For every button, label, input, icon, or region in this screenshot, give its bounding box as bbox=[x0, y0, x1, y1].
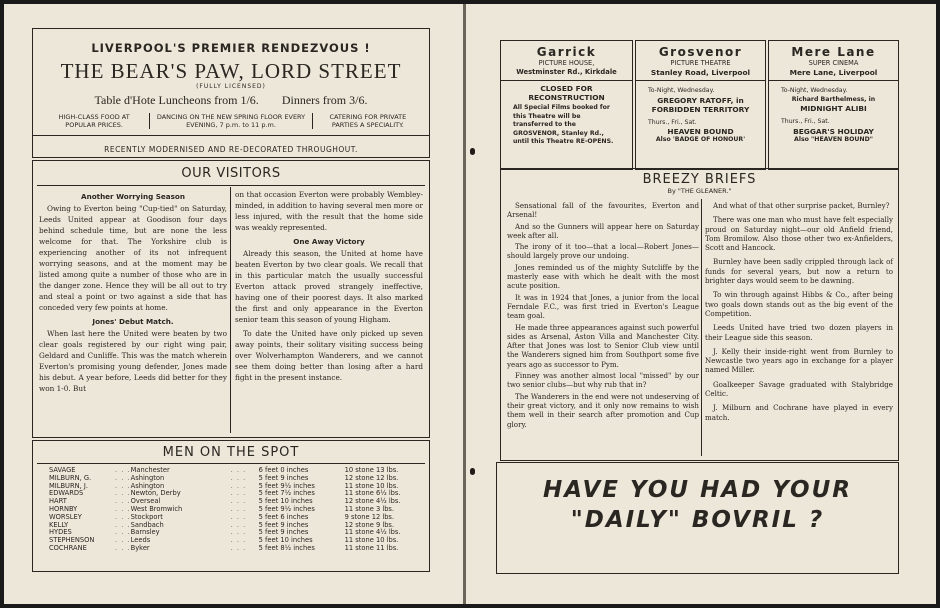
ad-feature-dancing: DANCING ON THE NEW SPRING FLOOR EVERY EVENING, 7 p.m. to 11 p.m. bbox=[149, 113, 311, 129]
player-town: Ashington bbox=[130, 473, 165, 482]
visitors-title: OUR VISITORS bbox=[181, 166, 281, 181]
paragraph: Already this season, the United at home have beaten Everton by two clear goals. We recall that in this particular match the usually successful Everton attack proved strangely ineffective, having one of their poorest days. It also marked the first and only appearance in the Everton senior team this season of young Higham. bbox=[235, 249, 423, 324]
column-divider bbox=[701, 199, 702, 456]
men-on-the-spot-section bbox=[32, 440, 430, 572]
subheading: One Away Victory bbox=[293, 237, 365, 246]
cinema-type: PICTURE HOUSE, bbox=[538, 59, 595, 67]
players-table bbox=[49, 467, 423, 553]
men-title: MEN ON THE SPOT bbox=[162, 445, 300, 460]
dots: . . . bbox=[230, 489, 247, 498]
dots: . . . bbox=[230, 520, 247, 529]
paragraph: It was in 1924 that Jones, a junior from the local Ferndale F.C., was first tried in Everton's League team goal. bbox=[507, 292, 699, 321]
dots: . . . bbox=[115, 520, 131, 529]
paragraph: Burnley have been sadly crippled through lack of funds for several years, but now a return to brighter days would seem to be dawning. bbox=[705, 257, 893, 286]
divider bbox=[501, 80, 632, 81]
bovril-line1: HAVE YOU HAD YOUR bbox=[542, 477, 852, 503]
cinema-address: Westminster Rd., Kirkdale bbox=[516, 68, 617, 76]
player-height: 5 feet 10 inches bbox=[258, 497, 313, 506]
breezy-byline: By "THE GLEANER." bbox=[667, 187, 732, 195]
our-visitors-section bbox=[32, 160, 430, 438]
cinema-name: Mere Lane bbox=[791, 45, 876, 59]
player-height: 5 feet 9½ inches bbox=[258, 481, 315, 490]
paragraph: There was one man who must have felt especially proud on Saturday night—our old Anfield friend, Tom Bromilow. Also those other two ex-Anfielders, Scott and Hancock. bbox=[705, 215, 893, 253]
player-name: STEPHENSON bbox=[49, 536, 95, 545]
player-height: 5 feet 9½ inches bbox=[258, 504, 315, 513]
paragraph: The Wanderers in the end were not undeserving of their great victory, and it only now remains to wish them well in their search after promotion and Cup glory. bbox=[507, 391, 699, 429]
ad-footer: RECENTLY MODERNISED AND RE-DECORATED THROUGHOUT. bbox=[104, 145, 358, 154]
cinema-address: Stanley Road, Liverpool bbox=[650, 68, 751, 77]
tonight: To-Night, Wednesday. bbox=[781, 87, 848, 94]
cinema-name: Garrick bbox=[536, 45, 597, 59]
cinema-type: SUPER CINEMA bbox=[808, 59, 859, 67]
breezy-column-left bbox=[507, 201, 699, 431]
grosvenor-advert bbox=[635, 40, 766, 170]
column-divider bbox=[230, 187, 231, 433]
paragraph: To win through against Hibbs & Co., after being two goals down stands out as the big event of the Competition. bbox=[705, 290, 893, 318]
paragraph: And what of that other surprise packet, Burnley? bbox=[713, 201, 890, 210]
player-town: Newton, Derby bbox=[130, 489, 181, 498]
visitors-column-right bbox=[235, 189, 423, 386]
dots: . . . bbox=[230, 543, 247, 552]
player-height: 5 feet 6 inches bbox=[258, 512, 309, 521]
dots: . . . bbox=[230, 528, 247, 537]
dots: . . . bbox=[115, 543, 131, 552]
dots: . . . bbox=[230, 504, 247, 513]
player-town: Stockport bbox=[130, 512, 163, 521]
player-name: COCHRANE bbox=[49, 543, 87, 552]
dots: . . . bbox=[230, 536, 247, 545]
breezy-title: BREEZY BRIEFS bbox=[642, 172, 757, 187]
player-name: HART bbox=[49, 497, 67, 506]
ad-licence: (FULLY LICENSED) bbox=[196, 83, 266, 90]
ad-name: THE BEAR'S PAW, LORD STREET bbox=[60, 59, 402, 83]
cinema-name: Grosvenor bbox=[658, 45, 743, 59]
dots: . . . bbox=[230, 481, 247, 490]
paragraph: To date the United have only picked up seven away points, their solitary visiting success being over Wolverhampton Wanderers, and we cannot see them doing better than losing after a hard fight in the present instance. bbox=[235, 329, 423, 382]
paragraph: Sensational fall of the favourites, Everton and Arsenal! bbox=[507, 201, 699, 220]
dots: . . . bbox=[115, 481, 131, 490]
player-town: Overseal bbox=[130, 497, 161, 506]
player-weight: 11 stone 10 lbs. bbox=[344, 536, 399, 545]
player-weight: 12 stone 9 lbs. bbox=[344, 520, 395, 529]
ad-feature-catering: CATERING FOR PRIVATE PARTIES A SPECIALITY. bbox=[312, 113, 423, 129]
paragraph: Finney was another almost local "missed" by our two senior clubs—but why rub that in? bbox=[507, 371, 699, 390]
player-weight: 11 stone 6½ lbs. bbox=[344, 489, 401, 498]
also: Also 'BADGE OF HONOUR' bbox=[655, 136, 746, 143]
ad-heading: LIVERPOOL'S PREMIER RENDEZVOUS ! bbox=[91, 41, 371, 55]
paragraph: And so the Gunners will appear here on Saturday week after all. bbox=[507, 221, 699, 240]
paragraph: on that occasion Everton were probably Wembley-minded, in addition to having several men more or less injured, with the result that the home side was weakly represented. bbox=[235, 190, 423, 232]
dots: . . . bbox=[115, 466, 131, 474]
ad-prices bbox=[33, 93, 429, 108]
dots: . . . bbox=[115, 504, 131, 513]
visitors-column-left bbox=[39, 189, 227, 397]
player-height: 5 feet 7½ inches bbox=[258, 489, 315, 498]
player-name: EDWARDS bbox=[49, 489, 84, 498]
player-height: 5 feet 9 inches bbox=[258, 520, 309, 529]
divider bbox=[769, 80, 898, 81]
also: Also "HEAVEN BOUND" bbox=[794, 135, 873, 143]
days: Thurs., Fri., Sat. bbox=[781, 118, 830, 125]
player-town: Manchester bbox=[130, 466, 170, 474]
bovril-advert bbox=[496, 462, 899, 574]
bears-paw-advert bbox=[32, 28, 430, 158]
player-weight: 12 stone 4½ lbs. bbox=[344, 497, 401, 506]
ad-feature-food: HIGH-CLASS FOOD AT POPULAR PRICES. bbox=[58, 113, 130, 129]
player-town: West Bromwich bbox=[130, 504, 183, 513]
player-name: HORNBY bbox=[49, 504, 78, 513]
paragraph: When last here the United were beaten by two clear goals registered by our right wing pair, Geldard and Cunliffe. This was the match wherein Everton's promising young defender, Jones made his debut. A year before, Leeds did better for they won 1-0. But bbox=[39, 329, 227, 393]
player-town: Sandbach bbox=[130, 520, 164, 529]
paragraph: Jones reminded us of the mighty Sutcliffe by the masterly ease with which he dealt with the most acute position. bbox=[507, 262, 699, 291]
player-height: 5 feet 8½ inches bbox=[258, 543, 315, 552]
paragraph: J. Kelly their inside-right went from Burnley to Newcastle two years ago in exchange for a player named Miller. bbox=[705, 346, 893, 375]
transfer-note: All Special Films booked for this Theatre will be transferred to the GROSVENOR, Stanley Rd., until this Theatre RE-OPENS. bbox=[513, 104, 614, 145]
dots: . . . bbox=[230, 466, 247, 474]
men-rule bbox=[37, 463, 425, 464]
paragraph: Goalkeeper Savage graduated with Stalybridge Celtic. bbox=[705, 379, 893, 399]
player-town: Leeds bbox=[130, 536, 151, 545]
film: FORBIDDEN TERRITORY bbox=[651, 104, 750, 114]
subheading: Another Worrying Season bbox=[81, 192, 185, 201]
cinema-address: Mere Lane, Liverpool bbox=[789, 68, 878, 77]
garrick-advert bbox=[500, 40, 633, 170]
player-height: 5 feet 10 inches bbox=[258, 536, 313, 545]
player-weight: 11 stone 3 lbs. bbox=[344, 504, 395, 513]
staple-hole bbox=[470, 468, 475, 475]
player-weight: 11 stone 11 lbs. bbox=[344, 543, 399, 552]
player-town: Ashington bbox=[130, 481, 165, 490]
paragraph: Owing to Everton being "Cup-tied" on Saturday, Leeds United appear at Goodison four days behind schedule time, but are none the less welcome for that. The Yorkshire club is experiencing another of its not infrequent worrying seasons, and at the moment may be listed among quite a number of those who are in the danger zone. Hence they will be all out to try and steal a point or two against a side that has conceded very few points at home. bbox=[39, 204, 227, 312]
player-weight: 11 stone 10 lbs. bbox=[344, 481, 399, 490]
player-weight: 12 stone 12 lbs. bbox=[344, 473, 399, 482]
divider bbox=[636, 80, 765, 81]
player-town: Barnsley bbox=[130, 528, 160, 537]
table-row bbox=[49, 545, 423, 553]
paragraph: He made three appearances against such powerful sides as Arsenal, Aston Villa and Manchester City. After that Jones was lost to Senior Club view until the Wanderers signed him from Southport some five years ago as successor to Pym. bbox=[507, 322, 699, 369]
star: Richard Barthelmess, in bbox=[791, 95, 876, 103]
dots: . . . bbox=[230, 473, 247, 482]
film: MIDNIGHT ALIBI bbox=[800, 104, 867, 113]
film2: BEGGAR'S HOLIDAY bbox=[793, 126, 874, 136]
player-height: 5 feet 9 inches bbox=[258, 528, 309, 537]
player-name: WORSLEY bbox=[49, 512, 82, 521]
subheading: Jones' Debut Match. bbox=[92, 317, 174, 326]
star: GREGORY RATOFF, in bbox=[657, 95, 744, 105]
mere-lane-advert bbox=[768, 40, 899, 170]
paragraph: Leeds United have tried two dozen players in their League side this season. bbox=[705, 323, 893, 342]
dots: . . . bbox=[115, 489, 131, 498]
player-name: HYDES bbox=[49, 528, 72, 537]
player-weight: 11 stone 4½ lbs. bbox=[344, 528, 401, 537]
player-height: 5 feet 9 inches bbox=[258, 473, 309, 482]
ad-dinners: Dinners from 3/6. bbox=[281, 93, 368, 107]
closed-line2: RECONSTRUCTION bbox=[528, 93, 605, 102]
dots: . . . bbox=[115, 512, 131, 521]
bovril-line2: "DAILY" BOVRIL ? bbox=[570, 507, 825, 533]
player-name: SAVAGE bbox=[49, 466, 76, 474]
breezy-briefs-section bbox=[500, 168, 899, 461]
ad-features bbox=[33, 113, 429, 129]
player-name: MILBURN, G. bbox=[49, 473, 92, 482]
player-town: Byker bbox=[130, 543, 150, 552]
player-weight: 10 stone 13 lbs. bbox=[344, 466, 399, 474]
paragraph: J. Milburn and Cochrane have played in every match. bbox=[705, 403, 893, 422]
staple-hole bbox=[470, 148, 475, 155]
dots: . . . bbox=[115, 528, 131, 537]
film2: HEAVEN BOUND bbox=[667, 127, 734, 136]
dots: . . . bbox=[115, 497, 131, 506]
breezy-column-right bbox=[705, 201, 893, 427]
closed-line1: CLOSED FOR bbox=[540, 84, 593, 93]
player-weight: 9 stone 12 lbs. bbox=[344, 512, 395, 521]
ad-luncheons: Table d'Hote Luncheons from 1/6. bbox=[94, 93, 259, 107]
player-name: MILBURN, J. bbox=[49, 481, 88, 490]
paragraph: The irony of it too—that a local—Robert Jones—should largely prove our undoing. bbox=[507, 242, 699, 261]
dots: . . . bbox=[115, 473, 131, 482]
dots: . . . bbox=[230, 512, 247, 521]
player-name: KELLY bbox=[49, 520, 69, 529]
player-height: 6 feet 0 inches bbox=[258, 466, 309, 474]
dots: . . . bbox=[115, 536, 131, 545]
days: Thurs., Fri., Sat. bbox=[648, 118, 697, 126]
dots: . . . bbox=[230, 497, 247, 506]
ad-divider bbox=[33, 135, 429, 136]
visitors-rule bbox=[37, 185, 425, 186]
cinema-type: PICTURE THEATRE bbox=[670, 59, 731, 67]
tonight: To-Night, Wednesday. bbox=[648, 87, 715, 94]
